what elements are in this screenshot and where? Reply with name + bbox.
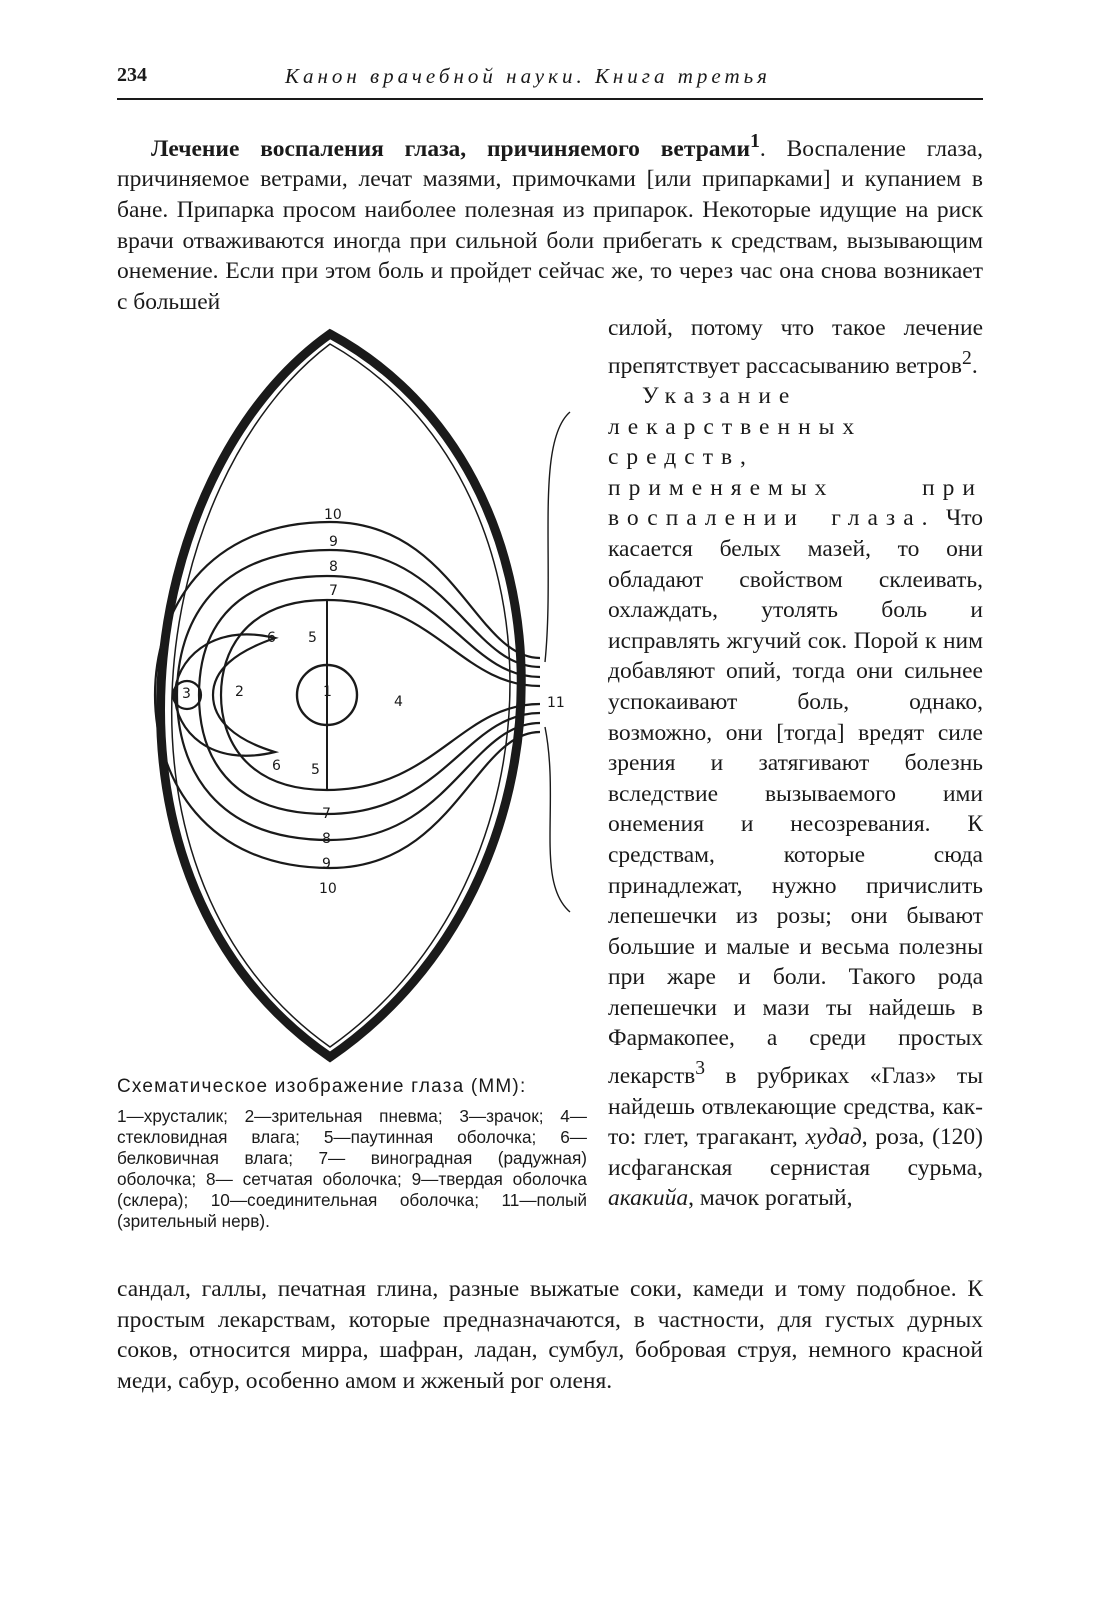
paragraph-1-end: . [971,352,978,379]
membrane-8 [199,576,540,814]
nerve-strand-bottom [545,727,570,912]
label-7-top: 7 [329,583,338,599]
label-10-bottom: 10 [319,881,337,897]
subsection-title: Указание лекарственных средств, применяемых при воспалении глаза [608,383,983,532]
label-9-bottom: 9 [322,856,331,872]
paragraph-top [117,127,983,317]
paragraph-2-text-d: , мачок рогатый, [688,1185,853,1212]
paragraph-2-text: . Что касается белых мазей, то они обладают свойством склеивать, охлаждать, утолять боль и исправлять жгучий сок. Порой к ним добавляют опий, тогда они сильнее успокаивают боль, однако, возможно, они [тогда] вредят силе зрения и затягивают болезнь вследствие вызываемого ими онемения и несозревания. К средствам, которые сюда принадлежат, нужно причислить лепешечки из розы; они бывают большие и малые и весьма полезны при жаре и боли. Такого рода лепешечки и мази ты найдешь в Фармакопее, а среди простых лекарств [608,505,983,1089]
nerve-strand-top [545,412,570,662]
label-11: 11 [547,695,565,711]
paragraph-1-text: . Воспаление глаза, причиняемое ветрами, лечат мазями, примочками [или припарками] и купанием в бане. Припарка просом наиболее полезная из припарок. Некоторые идущие на риск врачи отваживаются иногда при сильной боли прибегать к средствам, вызывающим онемение. Если при этом боль и пройдет сейчас же, то через час она снова возникает с большей [117,135,983,315]
paragraph-2-text-c: , роза, (120) исфаганская сернистая сурьма, [608,1124,983,1181]
paragraph-bottom [117,1274,983,1396]
figure-caption-title: Схематическое изображение глаза (ММ): [117,1076,527,1097]
label-4: 4 [394,694,403,710]
label-5-bottom: 5 [311,762,320,778]
paragraph-2-text-b: в рубриках «Глаз» ты найдешь отвлекающие средства, как-то: глет, трагакант, [608,1062,983,1151]
footnote-ref-3: 3 [695,1058,705,1080]
paragraph-1-continuation: силой, потому что такое лечение препятствует рассасыванию ветров [608,315,983,379]
page-number: 234 [117,64,147,86]
paragraph-3-text: сандал, галлы, печатная глина, разные выжатые соки, камеди и тому подобное. К простым лекарствам, которые предназначаются, в частности, для густых дурных соков, относится мирра, шафран, ладан, сумбул, бобровая струя, немного красной меди, сабур, особенно амом и жженый рог оленя. [117,1276,983,1394]
figure-caption-text: 1—хрусталик; 2—зрительная пневма; 3—зрачок; 4—стекловидная влага; 5—паутинная оболочка; 6—белковичная влага; 7— виноградная (радужная) оболочка; 8— сетчатая оболочка; 9—твердая оболочка (склера); 10—соединительная оболочка; 11—полый (зрительный нерв). [117,1106,587,1231]
footnote-ref-1: 1 [750,131,760,152]
label-9-top: 9 [329,534,338,550]
term-khudad: худад [805,1124,862,1151]
membrane-7 [221,600,540,790]
label-5-top: 5 [308,630,317,646]
running-head: Канон врачебной науки. Книга третья [285,64,771,88]
page-header [117,62,983,100]
section-title: Лечение воспаления глаза, причиняемого ветрами [151,135,751,162]
label-1: 1 [323,684,332,700]
footnote-ref-2: 2 [962,347,972,369]
outer-contour [161,334,522,1057]
membrane-9 [177,550,540,840]
right-column [608,313,983,1214]
label-10-top: 10 [324,507,342,523]
eye-diagram [115,322,595,1072]
label-8-bottom: 8 [322,831,331,847]
label-6-bottom: 6 [272,758,281,774]
label-7-bottom: 7 [322,806,331,822]
term-akakiya: акакийа [608,1185,689,1212]
label-6-top: 6 [267,630,276,646]
label-8-top: 8 [329,559,338,575]
label-3: 3 [182,686,191,702]
label-2: 2 [235,684,244,700]
